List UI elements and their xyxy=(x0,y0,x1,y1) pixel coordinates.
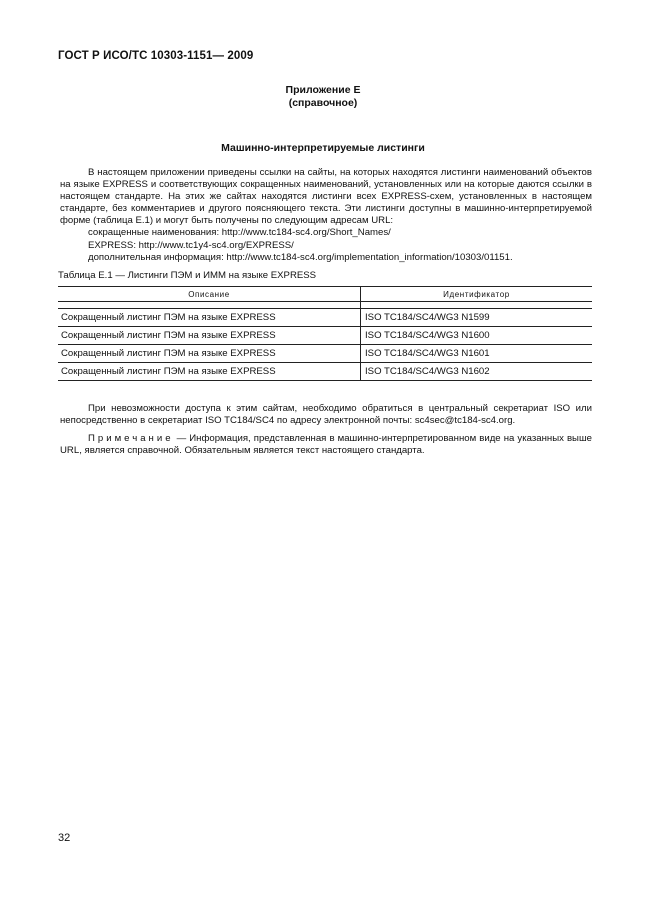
table-row xyxy=(58,309,592,327)
after-table-text xyxy=(60,403,592,463)
table-caption: Таблица Е.1 — Листинги ПЭМ и ИММ на языке EXPRESS xyxy=(58,270,317,281)
url-additional-info: дополнительная информация: http://www.tc184-sc4.org/implementation_information/10303/01151. xyxy=(88,251,513,263)
standard-id: ГОСТ Р ИСО/ТС 10303-1151— 2009 xyxy=(58,50,254,62)
header-identifier: Идентификатор xyxy=(361,287,593,302)
table-row xyxy=(58,363,592,381)
table-header-row xyxy=(58,287,592,302)
access-paragraph: При невозможности доступа к этим сайтам, необходимо обратиться в центральный секретариат ISO или непосредственно в секретариат ISO TC184/SC4 по адресу электронной почты: sc4sec@tc184-sc4.org. xyxy=(60,403,592,427)
spacer-cell xyxy=(58,302,361,309)
table-row xyxy=(58,345,592,363)
note-text: — Информация, представленная в машинно-интерпретированном виде на указанных выше URL, является справочной. Обязательным является текст настоящего стандарта. xyxy=(60,433,592,457)
intro-paragraph: В настоящем приложении приведены ссылки на сайты, на которых находятся листинги наименований объектов на языке EXPRESS и соответствующих сокращенных наименований, установленных или на которые даются ссылки в настоящем стандарте. На этих же сайтах находятся листинги всех EXPRESS-схем, установленных в настоящем стандарте, без комментариев и другого поясняющего текста. Эти листинги доступны в машинно-интерпретируемой форме (таблица Е.1) и могут быть получены по следующим адресам URL: xyxy=(60,167,592,227)
row-identifier: ISO TC184/SC4/WG3 N1600 xyxy=(361,327,593,345)
url-short-names: сокращенные наименования: http://www.tc184-sc4.org/Short_Names/ xyxy=(88,227,391,239)
header-description: Описание xyxy=(58,287,361,302)
section-title: Машинно-интерпретируемые листинги xyxy=(221,142,425,154)
intro-text xyxy=(60,167,592,264)
url-express: EXPRESS: http://www.tc1y4-sc4.org/EXPRESS/ xyxy=(88,239,294,251)
row-identifier: ISO TC184/SC4/WG3 N1602 xyxy=(361,363,593,381)
row-identifier: ISO TC184/SC4/WG3 N1601 xyxy=(361,345,593,363)
row-description: Сокращенный листинг ПЭМ на языке EXPRESS xyxy=(58,327,361,345)
spacer-cell xyxy=(361,302,593,309)
appendix-label: Приложение Е xyxy=(285,84,361,96)
appendix-status: (справочное) xyxy=(288,97,358,109)
note-label: Примечание xyxy=(88,433,174,445)
row-description: Сокращенный листинг ПЭМ на языке EXPRESS xyxy=(58,309,361,327)
row-identifier: ISO TC184/SC4/WG3 N1599 xyxy=(361,309,593,327)
page-number: 32 xyxy=(58,832,71,844)
row-description: Сокращенный листинг ПЭМ на языке EXPRESS xyxy=(58,345,361,363)
appendix-heading xyxy=(0,84,646,110)
table-spacer-row xyxy=(58,302,592,309)
row-description: Сокращенный листинг ПЭМ на языке EXPRESS xyxy=(58,363,361,381)
listings-table xyxy=(58,286,592,381)
table-row xyxy=(58,327,592,345)
note-paragraph xyxy=(60,433,592,457)
